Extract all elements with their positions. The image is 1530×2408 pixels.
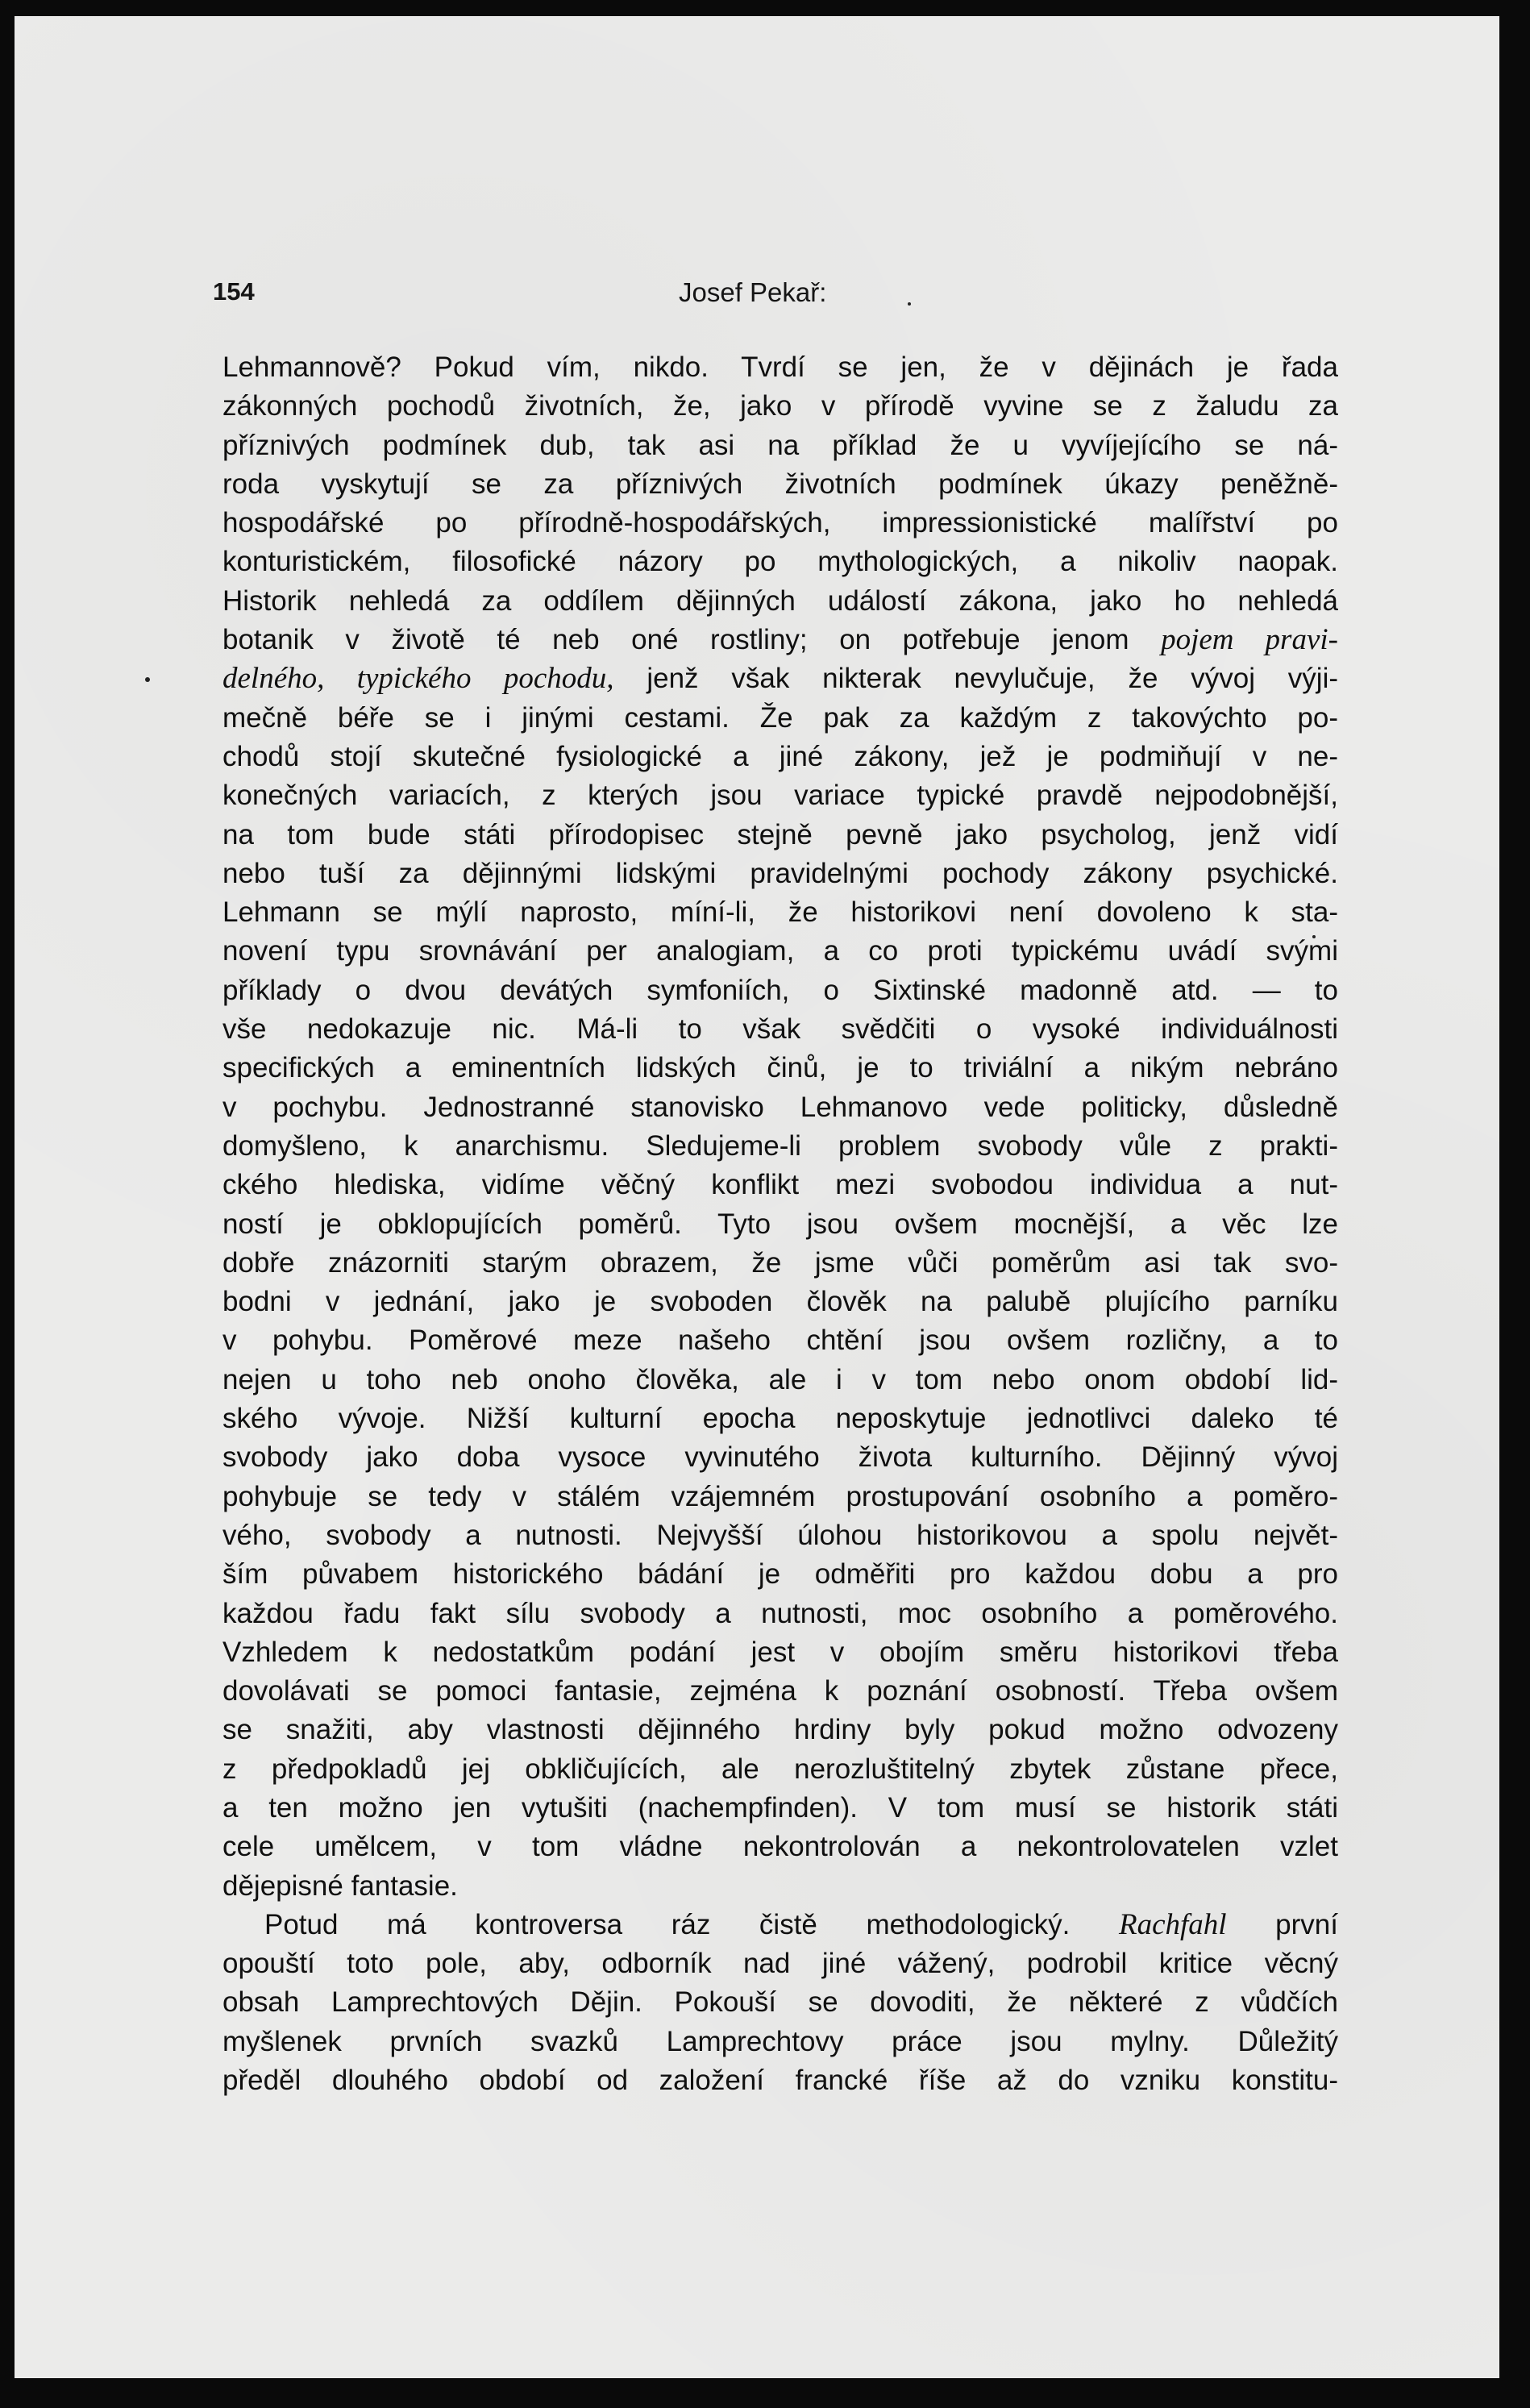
text-line: Vzhledem k nedostatkům podání jest v obojím směru historikovi třeba bbox=[222, 1636, 1338, 1668]
text-line: v pochybu. Jednostranné stanovisko Lehmanovo vede politicky, důsledně bbox=[222, 1091, 1338, 1123]
text-line: vého, svobody a nutnosti. Nejvyšší úlohou historikovou a spolu největ- bbox=[222, 1519, 1338, 1551]
text-line: zákonných pochodů životních, že, jako v přírodě vyvine se z žaludu za bbox=[222, 390, 1338, 422]
text-line: dějepisné fantasie. bbox=[222, 1869, 458, 1902]
text-segment: Potud má kontroversa ráz čistě methodologický. bbox=[264, 1908, 1071, 1940]
text-line: dobře znázorniti starým obrazem, že jsme vůči poměrům asi tak svo- bbox=[222, 1246, 1338, 1279]
text-line: každou řadu fakt sílu svobody a nutnosti, moc osobního a poměrového. bbox=[222, 1597, 1338, 1629]
dust-speck bbox=[145, 677, 150, 682]
text-line: opouští toto pole, aby, odborník nad jiné vážený, podrobil kritice věcný bbox=[222, 1948, 1338, 1980]
page-number: 154 bbox=[213, 277, 255, 306]
text-line: mečně béře se i jinými cestami. Že pak za každým z takovýchto po- bbox=[222, 701, 1338, 734]
text-line: bodni v jednání, jako je svoboden člověk na palubě plujícího parníku bbox=[222, 1286, 1338, 1318]
body-text bbox=[222, 348, 1338, 2100]
text-line: obsah Lamprechtových Dějin. Pokouší se dovoditi, že některé z vůdčích bbox=[222, 1986, 1338, 2019]
text-line: roda vyskytují se za příznivých životních podmínek úkazy peněžně- bbox=[222, 468, 1338, 500]
text-line: příklady o dvou devátých symfoniích, o Sixtinské madonně atd. — to bbox=[222, 974, 1338, 1006]
text-line: chodů stojí skutečné fysiologické a jiné zákony, jež je podmiňují v ne- bbox=[222, 740, 1338, 772]
text-line: vše nedokazuje nic. Má-li to však svědčiti o vysoké individuálnosti bbox=[222, 1013, 1338, 1046]
text-line: příznivých podmínek dub, tak asi na příklad že u vyvíjejícího se ná- bbox=[222, 429, 1338, 461]
text-line: ností je obklopujících poměrů. Tyto jsou ovšem mocnější, a věc lze bbox=[222, 1208, 1338, 1240]
italic-phrase: delného, typického pochodu, bbox=[222, 662, 614, 696]
text-line: nejen u toho neb onoho člověka, ale i v tom nebo onom období lid- bbox=[222, 1363, 1338, 1395]
text-line: na tom bude státi přírodopisec stejně pevně jako psycholog, jenž vidí bbox=[222, 818, 1338, 850]
text-line: pohybuje se tedy v stálém vzájemném prostupování osobního a poměro- bbox=[222, 1480, 1338, 1512]
italic-phrase: pojem pravi- bbox=[1161, 623, 1338, 657]
text-line: Lehmann se mýlí naprosto, míní-li, že historikovi není dovoleno k sta- bbox=[222, 896, 1338, 929]
text-line: hospodářské po přírodně-hospodářských, impressionistické malířství po bbox=[222, 507, 1338, 539]
text-line: specifických a eminentních lidských činů, je to triviální a nikým nebráno bbox=[222, 1052, 1338, 1084]
text-line: předěl dlouhého období od založení francké říše až do vzniku konstitu- bbox=[222, 2065, 1338, 2097]
text-line: ského vývoje. Nižší kulturní epocha neposkytuje jednotlivci daleko té bbox=[222, 1403, 1338, 1435]
italic-name: Rachfahl bbox=[1118, 1907, 1227, 1941]
text-line: domyšleno, k anarchismu. Sledujeme-li problem svobody vůle z prakti- bbox=[222, 1129, 1338, 1162]
text-line: svobody jako doba vysoce vyvinutého života kulturního. Dějinný vývoj bbox=[222, 1441, 1338, 1474]
text-line: Historik nehledá za oddílem dějinných událostí zákona, jako ho nehledá bbox=[222, 584, 1338, 617]
text-line: dovolávati se pomoci fantasie, zejména k poznání osobností. Třeba ovšem bbox=[222, 1675, 1338, 1707]
text-line: z předpokladů jej obkličujících, ale nerozluštitelný zbytek zůstane přece, bbox=[222, 1753, 1338, 1785]
text-line: cele umělcem, v tom vládne nekontrolován a nekontrolovatelen vzlet bbox=[222, 1831, 1338, 1863]
text-line: v pohybu. Poměrové meze našeho chtění jsou ovšem rozličny, a to bbox=[222, 1325, 1338, 1357]
text-line: nebo tuší za dějinnými lidskými pravidelnými pochody zákony psychické. bbox=[222, 857, 1338, 889]
text-line: se snažiti, aby vlastnosti dějinného hrdiny byly pokud možno odvozeny bbox=[222, 1714, 1338, 1746]
text-line: myšlenek prvních svazků Lamprechtovy práce jsou mylny. Důležitý bbox=[222, 2025, 1338, 2057]
text-segment: botanik v životě té neb oné rostliny; on potřebuje jenom bbox=[222, 624, 1129, 656]
text-line-with-italic bbox=[222, 659, 1338, 698]
text-line: konturistickém, filosofické názory po mythologických, a nikoliv naopak. bbox=[222, 546, 1338, 578]
text-line: ckého hlediska, vidíme věčný konflikt mezi svobodou individua a nut- bbox=[222, 1169, 1338, 1201]
text-segment: první bbox=[1275, 1908, 1338, 1940]
text-line-with-italic bbox=[222, 1906, 1338, 1944]
page-header bbox=[198, 277, 1359, 318]
text-line: novení typu srovnávání per analogiam, a co proti typickému uvádí svými bbox=[222, 935, 1338, 967]
text-segment: jenž však nikterak nevylučuje, že vývoj výji- bbox=[647, 663, 1338, 695]
text-line: ším půvabem historického bádání je odměřiti pro každou dobu a pro bbox=[222, 1558, 1338, 1591]
text-line: a ten možno jen vytušiti (nachempfinden). V tom musí se historik státi bbox=[222, 1791, 1338, 1824]
text-line: Lehmannově? Pokud vím, nikdo. Tvrdí se jen, že v dějinách je řada bbox=[222, 351, 1338, 383]
text-line-with-italic bbox=[222, 621, 1338, 659]
text-line: konečných variacích, z kterých jsou variace typické pravdě nejpodobnější, bbox=[222, 780, 1338, 812]
running-head: Josef Pekař: bbox=[679, 277, 827, 307]
